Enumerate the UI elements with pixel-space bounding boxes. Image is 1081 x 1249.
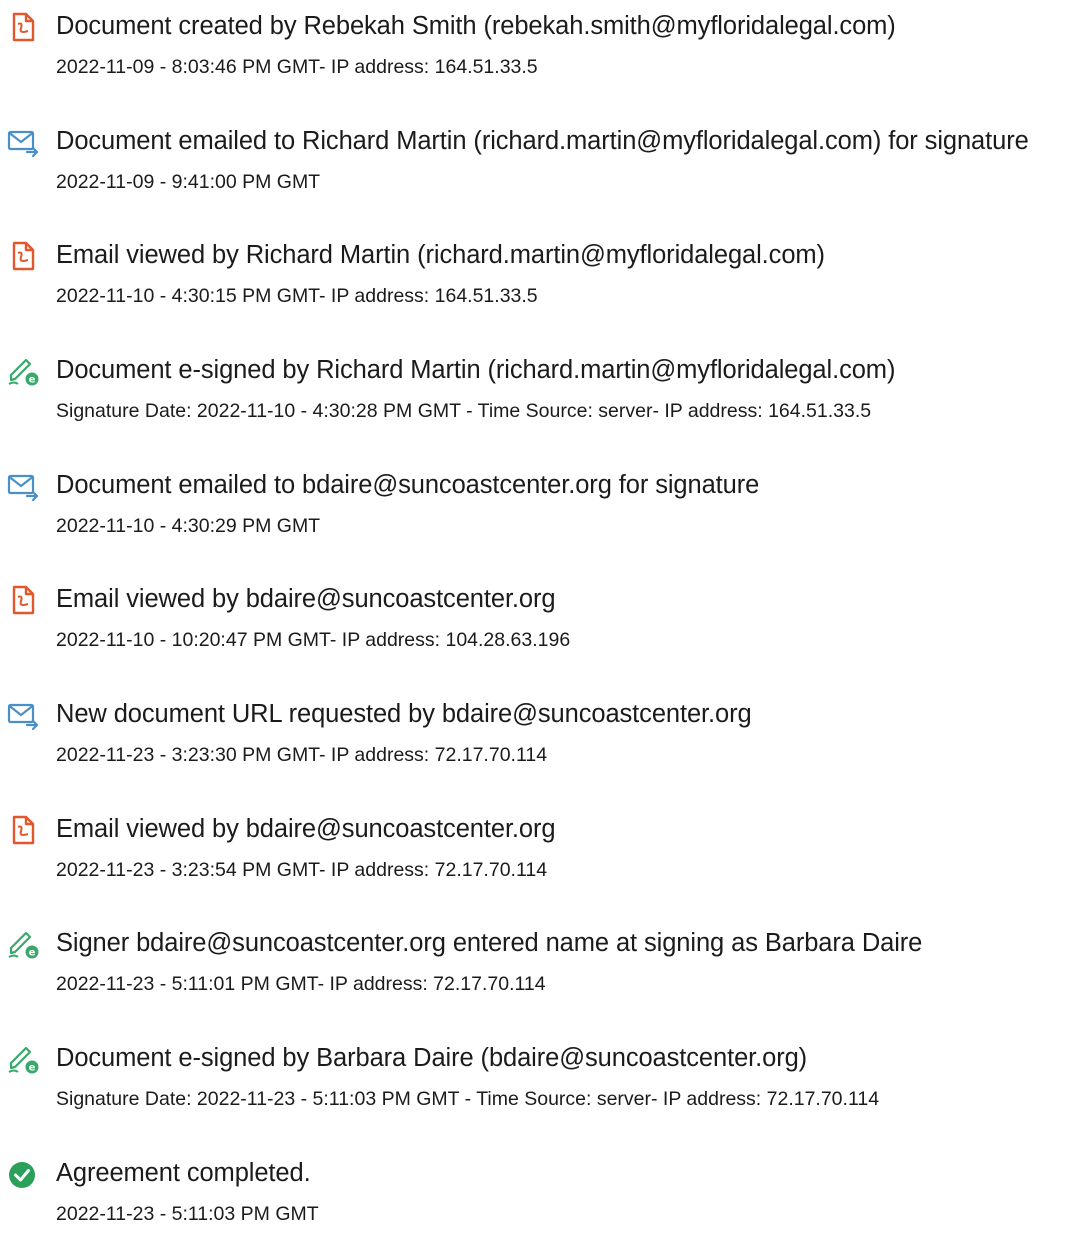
event-title: Email viewed by bdaire@suncoastcenter.org	[56, 815, 556, 843]
document-icon	[6, 10, 40, 44]
event-title: New document URL requested by bdaire@suncoastcenter.org	[56, 700, 752, 728]
event-title: Document e-signed by Richard Martin (richard.martin@myfloridalegal.com)	[56, 356, 896, 384]
e-sign-icon	[6, 354, 40, 388]
event-title: Document e-signed by Barbara Daire (bdaire@suncoastcenter.org)	[56, 1044, 808, 1072]
event-row	[0, 231, 1081, 331]
document-icon	[6, 239, 40, 273]
e-sign-icon	[6, 1042, 40, 1076]
event-row	[0, 346, 1081, 446]
document-icon	[6, 813, 40, 847]
svg-text:e: e	[28, 947, 36, 959]
e-sign-icon	[6, 927, 40, 961]
event-details: 2022-11-23 - 3:23:30 PM GMT- IP address: 72.17.70.114	[56, 744, 548, 766]
event-details: Signature Date: 2022-11-10 - 4:30:28 PM GMT - Time Source: server- IP address: 164.51.33.5	[56, 400, 872, 422]
event-title: Signer bdaire@suncoastcenter.org entered name at signing as Barbara Daire	[56, 929, 923, 957]
event-title: Document emailed to bdaire@suncoastcenter.org for signature	[56, 471, 760, 499]
event-details: 2022-11-23 - 5:11:01 PM GMT- IP address: 72.17.70.114	[56, 973, 546, 995]
event-row	[0, 805, 1081, 905]
svg-text:e: e	[28, 1062, 36, 1074]
event-details: 2022-11-10 - 4:30:29 PM GMT	[56, 515, 321, 537]
event-row	[0, 575, 1081, 675]
check-circle-icon	[6, 1157, 40, 1191]
event-title: Document emailed to Richard Martin (richard.martin@myfloridalegal.com) for signature	[56, 127, 1029, 155]
event-row	[0, 1034, 1081, 1134]
event-row	[0, 2, 1081, 102]
event-details: 2022-11-09 - 8:03:46 PM GMT- IP address: 164.51.33.5	[56, 56, 538, 78]
event-details: 2022-11-10 - 4:30:15 PM GMT- IP address: 164.51.33.5	[56, 285, 538, 307]
event-row	[0, 461, 1081, 561]
event-details: 2022-11-10 - 10:20:47 PM GMT- IP address: 104.28.63.196	[56, 629, 571, 651]
email-sent-icon	[6, 125, 40, 159]
svg-text:e: e	[28, 374, 36, 386]
event-row	[0, 1149, 1081, 1249]
event-title: Email viewed by Richard Martin (richard.martin@myfloridalegal.com)	[56, 241, 825, 269]
event-row	[0, 117, 1081, 217]
event-title: Email viewed by bdaire@suncoastcenter.org	[56, 585, 556, 613]
event-details: 2022-11-09 - 9:41:00 PM GMT	[56, 171, 321, 193]
document-icon	[6, 583, 40, 617]
event-details: Signature Date: 2022-11-23 - 5:11:03 PM GMT - Time Source: server- IP address: 72.17.70.114	[56, 1088, 880, 1110]
email-sent-icon	[6, 469, 40, 503]
event-details: 2022-11-23 - 3:23:54 PM GMT- IP address: 72.17.70.114	[56, 859, 548, 881]
event-details: 2022-11-23 - 5:11:03 PM GMT	[56, 1203, 319, 1225]
event-row	[0, 919, 1081, 1019]
event-row	[0, 690, 1081, 790]
email-sent-icon	[6, 698, 40, 732]
event-title: Document created by Rebekah Smith (rebekah.smith@myfloridalegal.com)	[56, 12, 896, 40]
event-title: Agreement completed.	[56, 1159, 311, 1187]
